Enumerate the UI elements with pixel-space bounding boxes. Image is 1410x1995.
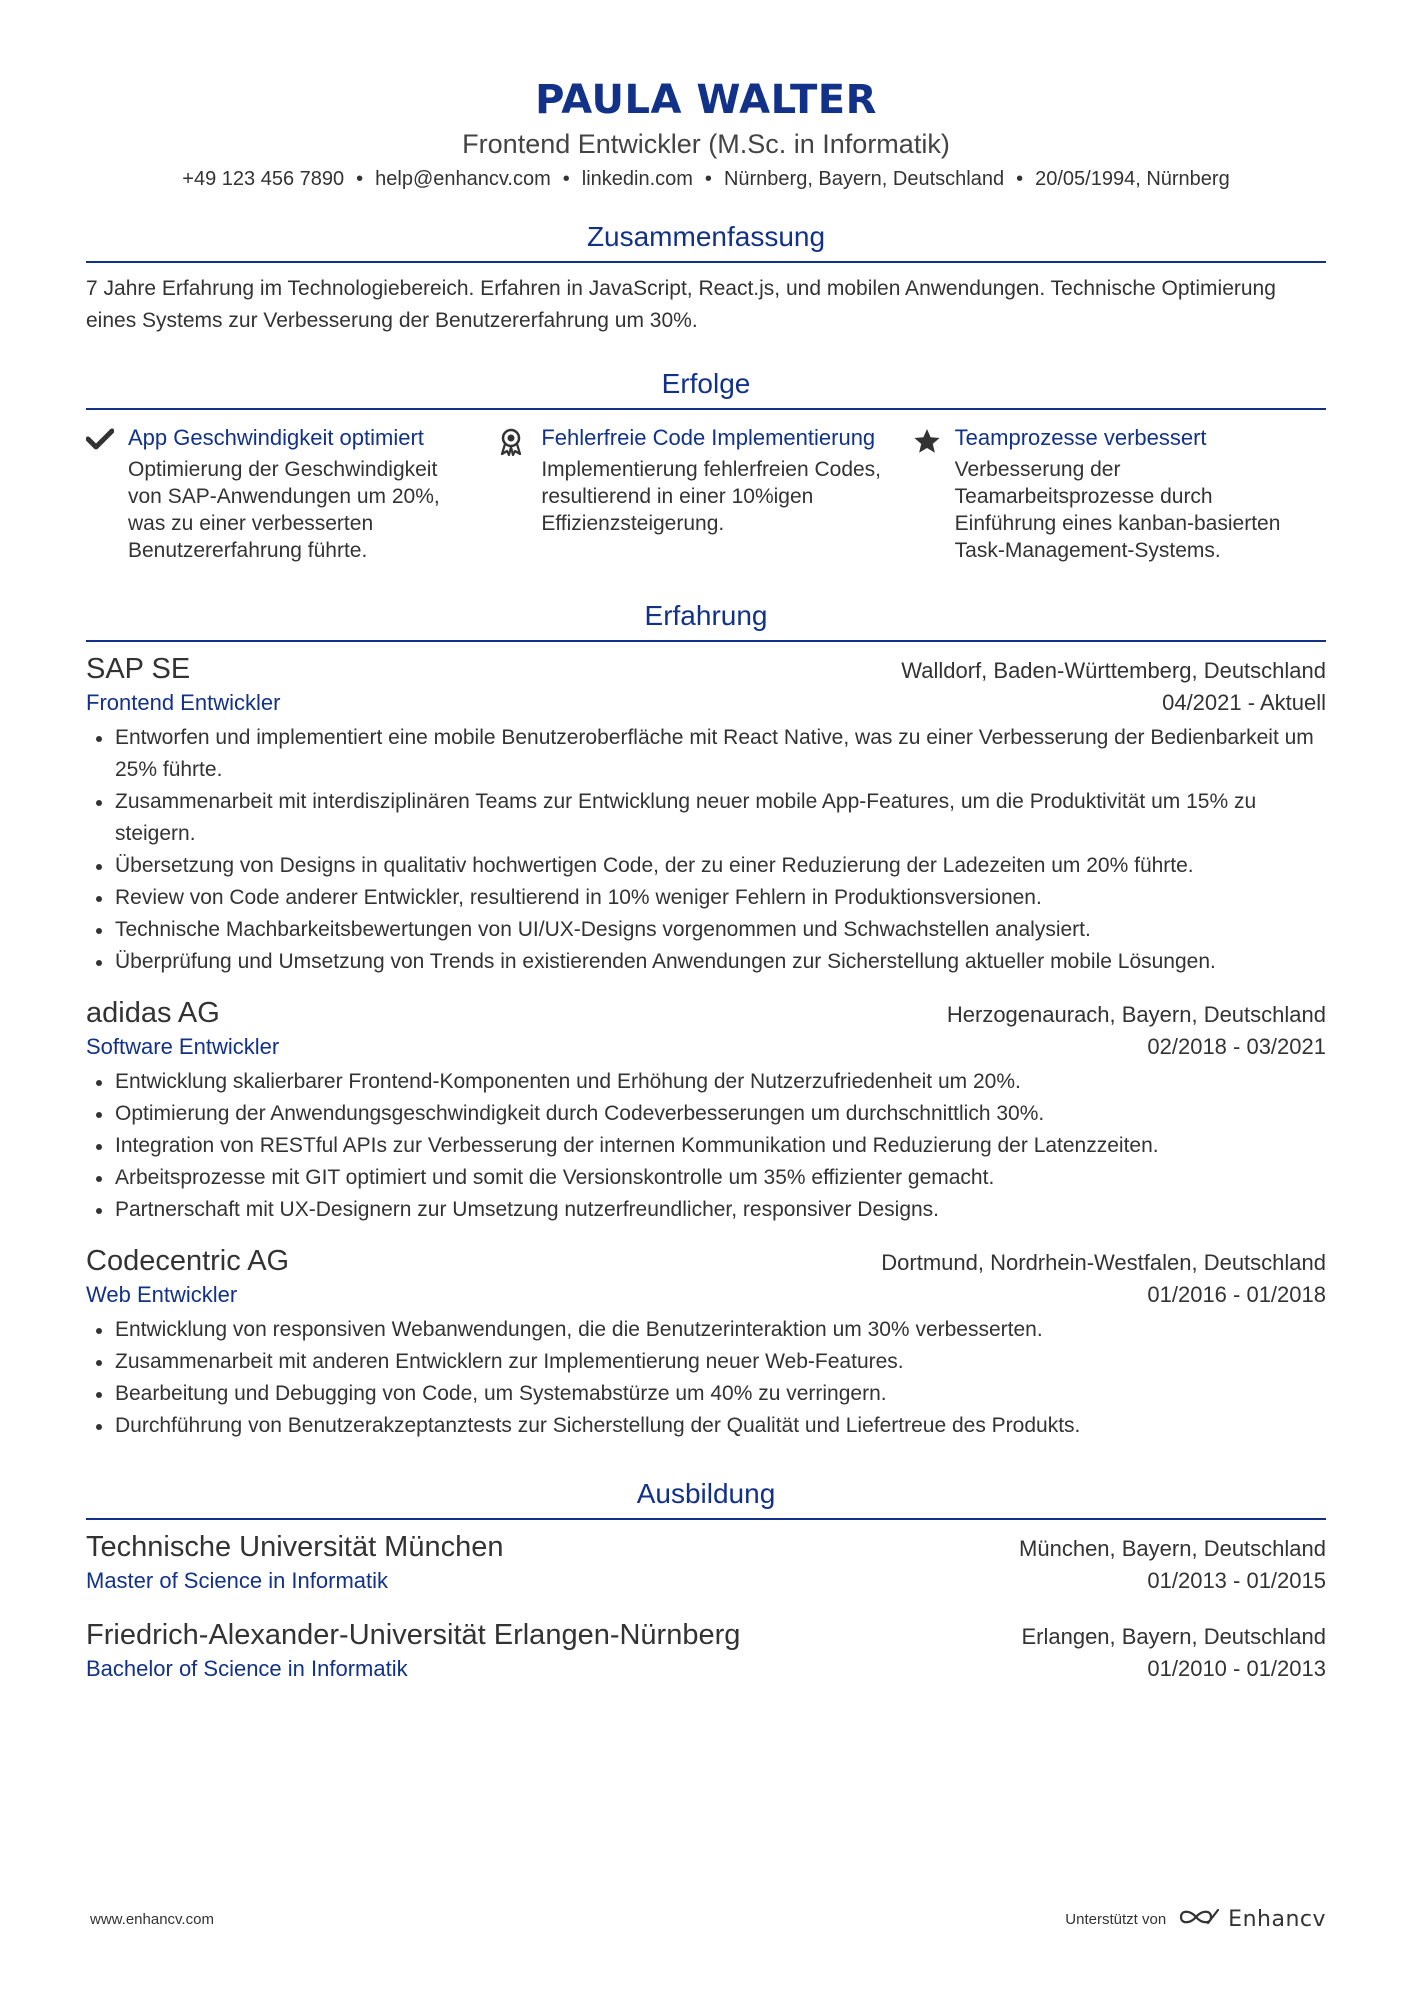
star-icon: [913, 424, 955, 564]
summary-text: 7 Jahre Erfahrung im Technologiebereich. Erfahren in JavaScript, React.js, und mobilen Anwendungen. Technische Optimierung eines Systems zur Verbesserung der Benutzererfahrung um 30%.: [86, 277, 1276, 332]
list-item: Technische Machbarkeitsbewertungen von UI/UX-Designs vorgenommen und Schwachstellen analysiert.: [86, 914, 1326, 946]
school-name: Technische Universität München: [86, 1531, 504, 1563]
education-dates: 01/2010 - 01/2013: [1147, 1656, 1326, 1681]
checkmark-icon: [86, 424, 128, 564]
company-name: adidas AG: [86, 997, 220, 1029]
achievement-title: Fehlerfreie Code Implementierung: [541, 425, 876, 450]
education-section: [86, 1476, 1326, 1684]
list-item: Entworfen und implementiert eine mobile Benutzeroberfläche mit React Native, was zu einer Verbesserung der Bedienbarkeit um 25% führte.: [86, 722, 1326, 786]
achievement-description: Implementierung fehlerfreien Codes, resultierend in einer 10%igen Effizienzsteigerung.: [541, 458, 882, 535]
list-item: Zusammenarbeit mit interdisziplinären Teams zur Entwicklung neuer mobile App-Features, um die Produktivität um 15% zu steigern.: [86, 786, 1326, 850]
achievement-title: Teamprozesse verbessert: [954, 425, 1207, 450]
achievement-item: [86, 424, 499, 564]
section-title-experience: Erfahrung: [644, 600, 768, 631]
job-title: Software Entwickler: [86, 1034, 280, 1059]
job-location: Dortmund, Nordrhein-Westfalen, Deutschland: [881, 1250, 1326, 1275]
award-ribbon-icon: [499, 424, 541, 564]
list-item: Arbeitsprozesse mit GIT optimiert und somit die Versionskontrolle um 35% effizienter gemacht.: [86, 1162, 1326, 1194]
contact-birth: 20/05/1994, Nürnberg: [1035, 168, 1230, 190]
section-title-achievements: Erfolge: [661, 368, 751, 399]
job-bullets: [86, 1314, 1326, 1442]
list-item: Entwicklung skalierbarer Frontend-Komponenten und Erhöhung der Nutzerzufriedenheit um 20%.: [86, 1066, 1326, 1098]
list-item: Übersetzung von Designs in qualitativ hochwertigen Code, der zu einer Reduzierung der Ladezeiten um 20% führte.: [86, 850, 1326, 882]
list-item: Zusammenarbeit mit anderen Entwicklern zur Implementierung neuer Web-Features.: [86, 1346, 1326, 1378]
job-title: Frontend Entwickler: [86, 690, 281, 715]
achievements-section: [86, 366, 1326, 564]
section-divider: [86, 640, 1326, 642]
list-item: Durchführung von Benutzerakzeptanztests zur Sicherstellung der Qualität und Liefertreue des Produkts.: [86, 1410, 1326, 1442]
powered-by-label: Unterstützt von: [1065, 1910, 1167, 1928]
experience-section: [86, 598, 1326, 1442]
job-bullets: [86, 1066, 1326, 1226]
achievement-description: Optimierung der Geschwindigkeit von SAP-Anwendungen um 20%, was zu einer verbesserten Benutzererfahrung führte.: [128, 458, 440, 562]
achievement-item: [499, 424, 912, 564]
company-name: Codecentric AG: [86, 1245, 290, 1277]
experience-entry: [86, 994, 1326, 1226]
summary-section: [86, 219, 1326, 337]
job-dates: 02/2018 - 03/2021: [1147, 1034, 1326, 1059]
education-dates: 01/2013 - 01/2015: [1147, 1568, 1326, 1593]
contact-location: Nürnberg, Bayern, Deutschland: [723, 168, 1005, 190]
list-item: Integration von RESTful APIs zur Verbesserung der internen Kommunikation und Reduzierung der Latenzzeiten.: [86, 1130, 1326, 1162]
page-footer: [90, 1906, 1326, 1932]
candidate-name: PAULA WALTER: [535, 77, 877, 123]
bullet-separator: •: [562, 168, 570, 190]
school-name: Friedrich-Alexander-Universität Erlangen-Nürnberg: [86, 1619, 741, 1651]
section-divider: [86, 1518, 1326, 1520]
education-entry: [86, 1616, 1326, 1684]
achievement-description: Verbesserung der Teamarbeitsprozesse durch Einführung eines kanban-basierten Task-Management-Systems.: [954, 458, 1281, 562]
bullet-separator: •: [356, 168, 364, 190]
education-entry: [86, 1528, 1326, 1596]
candidate-headline: Frontend Entwickler (M.Sc. in Informatik): [462, 129, 950, 159]
list-item: Partnerschaft mit UX-Designern zur Umsetzung nutzerfreundlicher, responsiver Designs.: [86, 1194, 1326, 1226]
enhancv-logo-icon: [1178, 1906, 1222, 1932]
section-title-summary: Zusammenfassung: [586, 221, 826, 252]
list-item: Überprüfung und Umsetzung von Trends in existierenden Anwendungen zur Sicherstellung aktueller mobile Lösungen.: [86, 946, 1326, 978]
contact-linkedin[interactable]: linkedin.com: [581, 168, 693, 190]
list-item: Entwicklung von responsiven Webanwendungen, die die Benutzerinteraktion um 30% verbesserten.: [86, 1314, 1326, 1346]
list-item: Bearbeitung und Debugging von Code, um Systemabstürze um 40% zu verringern.: [86, 1378, 1326, 1410]
achievement-title: App Geschwindigkeit optimiert: [128, 425, 424, 450]
list-item: Review von Code anderer Entwickler, resultierend in 10% weniger Fehlern in Produktionsversionen.: [86, 882, 1326, 914]
bullet-separator: •: [704, 168, 712, 190]
job-bullets: [86, 722, 1326, 978]
company-name: SAP SE: [86, 653, 191, 685]
footer-website-link[interactable]: www.enhancv.com: [90, 1910, 214, 1928]
degree-title: Bachelor of Science in Informatik: [86, 1656, 408, 1681]
job-dates: 04/2021 - Aktuell: [1162, 690, 1326, 715]
footer-powered-by[interactable]: [1065, 1906, 1326, 1932]
contact-email[interactable]: help@enhancv.com: [375, 168, 551, 190]
list-item: Optimierung der Anwendungsgeschwindigkeit durch Codeverbesserungen um durchschnittlich 30%.: [86, 1098, 1326, 1130]
school-location: München, Bayern, Deutschland: [1019, 1536, 1326, 1561]
section-divider: [86, 261, 1326, 263]
job-title: Web Entwickler: [86, 1282, 238, 1307]
degree-title: Master of Science in Informatik: [86, 1568, 389, 1593]
section-divider: [86, 408, 1326, 410]
resume-header: [86, 0, 1326, 194]
bullet-separator: •: [1016, 168, 1024, 190]
experience-entry: [86, 650, 1326, 978]
job-location: Walldorf, Baden-Württemberg, Deutschland: [901, 658, 1326, 683]
school-location: Erlangen, Bayern, Deutschland: [1021, 1624, 1326, 1649]
experience-entry: [86, 1242, 1326, 1442]
job-location: Herzogenaurach, Bayern, Deutschland: [946, 1002, 1326, 1027]
contact-phone: +49 123 456 7890: [182, 168, 345, 190]
achievements-list: [86, 424, 1326, 564]
section-title-education: Ausbildung: [636, 1478, 776, 1509]
enhancv-brand-name: Enhancv: [1228, 1906, 1326, 1932]
contact-line: [86, 164, 1326, 194]
resume-page: [86, 0, 1326, 1684]
achievement-item: [913, 424, 1326, 564]
job-dates: 01/2016 - 01/2018: [1147, 1282, 1326, 1307]
